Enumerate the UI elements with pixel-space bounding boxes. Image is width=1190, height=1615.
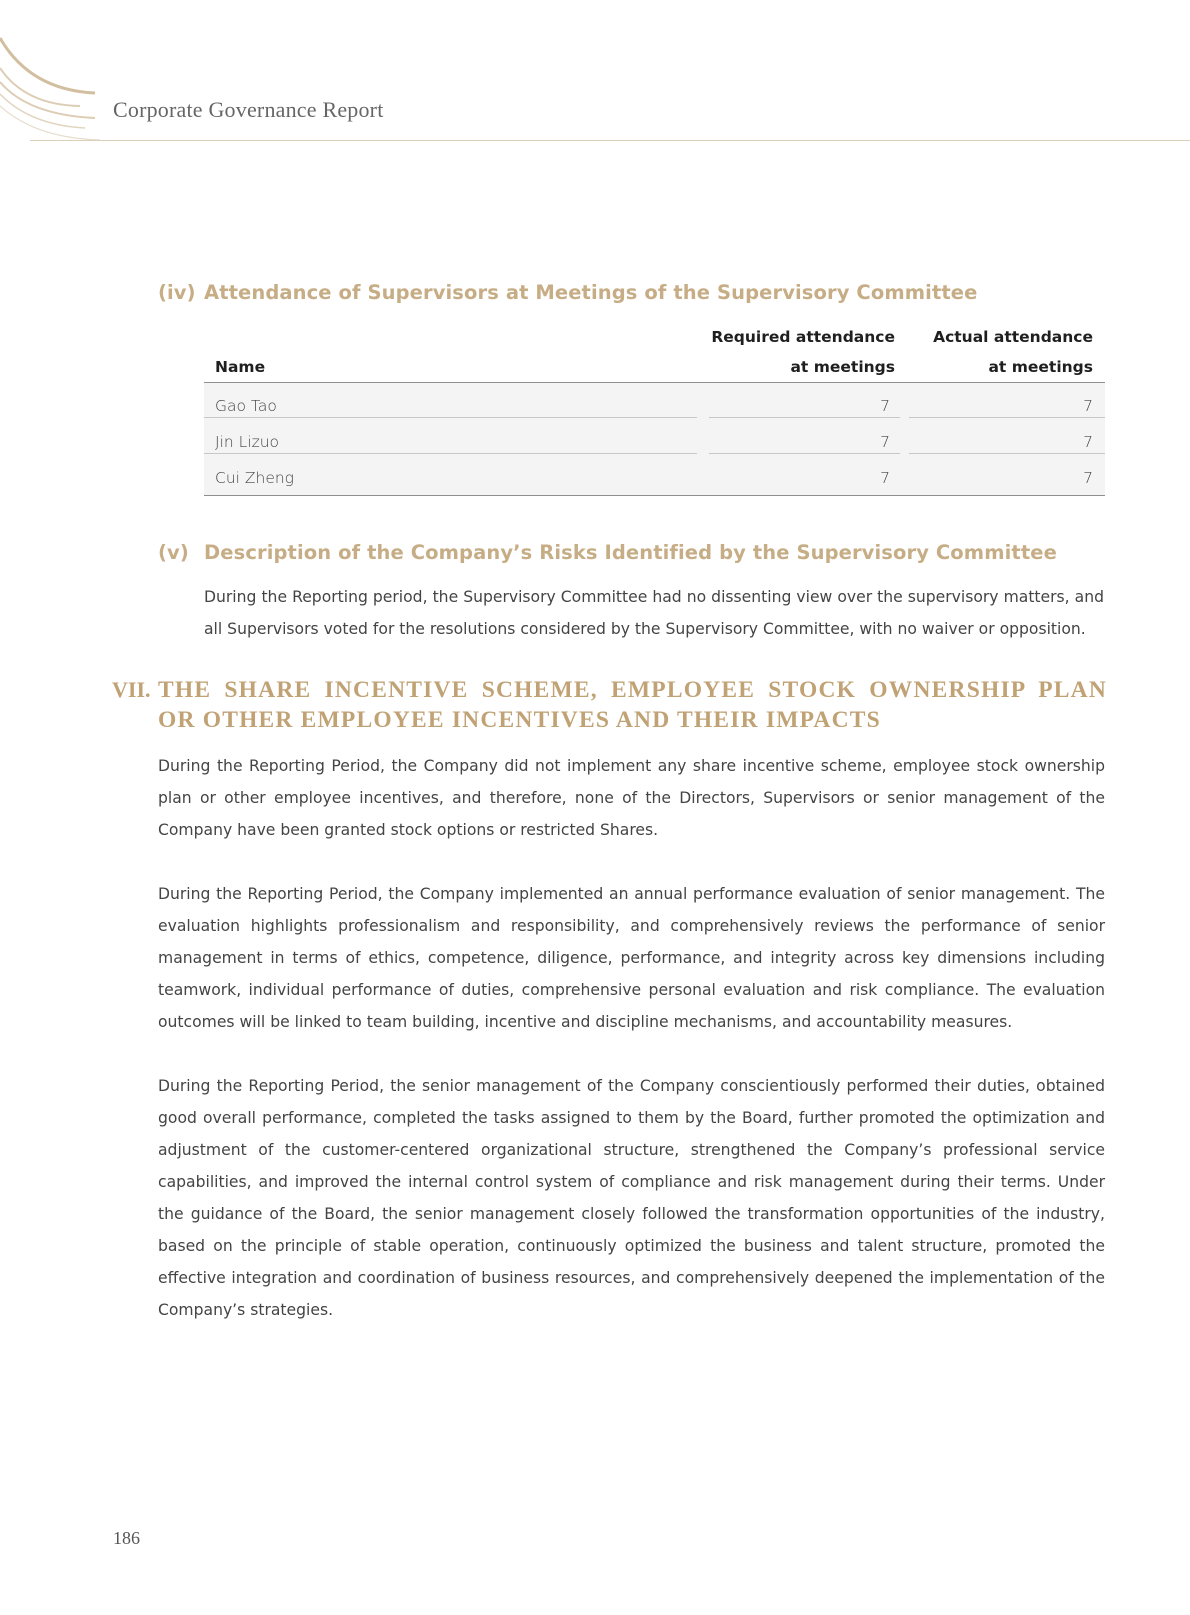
subsection-title: Attendance of Supervisors at Meetings of the Supervisory Committee [204, 281, 978, 304]
cell-actual: 7 [909, 419, 1105, 454]
section-vii-paragraph-3: During the Reporting Period, the senior management of the Company conscientiously performed their duties, obtained good overall performance, completed the tasks assigned to them by the Board, further promoted the optimization and adjustment of the customer-centered organizational structure, strengthened the Company’s professional service capabilities, and improved the internal control system of compliance and risk management during their terms. Under the guidance of the Board, the senior management closely followed the transformation opportunities of the industry, based on the principle of stable operation, continuously optimized the business and talent structure, promoted the effective integration and coordination of business resources, and comprehensively deepened the implementation of the Company’s strategies. [158, 1077, 1105, 1319]
cell-name: Gao Tao [204, 383, 697, 418]
table-row [204, 383, 1105, 419]
page-number: 186 [113, 1528, 140, 1548]
cell-required: 7 [880, 469, 890, 487]
table-row [204, 419, 1105, 455]
section-number: VII. [112, 677, 151, 702]
section-vii-paragraph-1: During the Reporting Period, the Company did not implement any share incentive scheme, employee stock ownership plan or other employee incentives, and therefore, none of the Directors, Supervisors or senior management of the Company have been granted stock options or restricted Shares. [158, 757, 1105, 839]
cell-required: 7 [709, 383, 900, 418]
decorative-arcs-icon [0, 30, 100, 150]
table-body [204, 383, 1105, 496]
column-header-actual: Actual attendance at meetings [933, 328, 1093, 376]
subsection-iv-heading [158, 281, 977, 304]
cell-required: 7 [709, 419, 900, 454]
header-divider [30, 140, 1190, 141]
subsection-number: (v) [158, 541, 189, 564]
running-title: Corporate Governance Report [113, 97, 384, 122]
column-header-name: Name [215, 358, 266, 376]
supervisor-attendance-table [204, 322, 1105, 496]
cell-actual: 7 [909, 383, 1105, 418]
cell-name: Jin Lizuo [204, 419, 697, 454]
cell-name: Cui Zheng [215, 469, 294, 487]
column-header-required: Required attendance at meetings [711, 328, 895, 376]
section-title-line1: THE SHARE INCENTIVE SCHEME, EMPLOYEE STOCK OWNERSHIP PLAN [158, 677, 1107, 703]
section-vii-paragraph-2: During the Reporting Period, the Company implemented an annual performance evaluation of senior management. The evaluation highlights professionalism and responsibility, and comprehensively reviews the performance of senior management in terms of ethics, competence, diligence, performance, and integrity across key dimensions including teamwork, individual performance of duties, comprehensive personal evaluation and risk compliance. The evaluation outcomes will be linked to team building, incentive and discipline mechanisms, and accountability measures. [158, 885, 1105, 1031]
subsection-title: Description of the Company’s Risks Identified by the Supervisory Committee [204, 541, 1057, 564]
table-row [204, 455, 1105, 495]
section-title-line2: OR OTHER EMPLOYEE INCENTIVES AND THEIR IMPACTS [158, 707, 881, 733]
subsection-number: (iv) [158, 281, 196, 304]
cell-actual: 7 [1083, 469, 1093, 487]
subsection-v-body: During the Reporting period, the Supervisory Committee had no dissenting view over the supervisory matters, and all Supervisors voted for the resolutions considered by the Supervisory Committee, with no waiver or opposition. [204, 588, 1104, 638]
section-vii-heading [112, 675, 1107, 735]
table-header [204, 322, 1105, 383]
subsection-v-heading [158, 541, 1057, 564]
